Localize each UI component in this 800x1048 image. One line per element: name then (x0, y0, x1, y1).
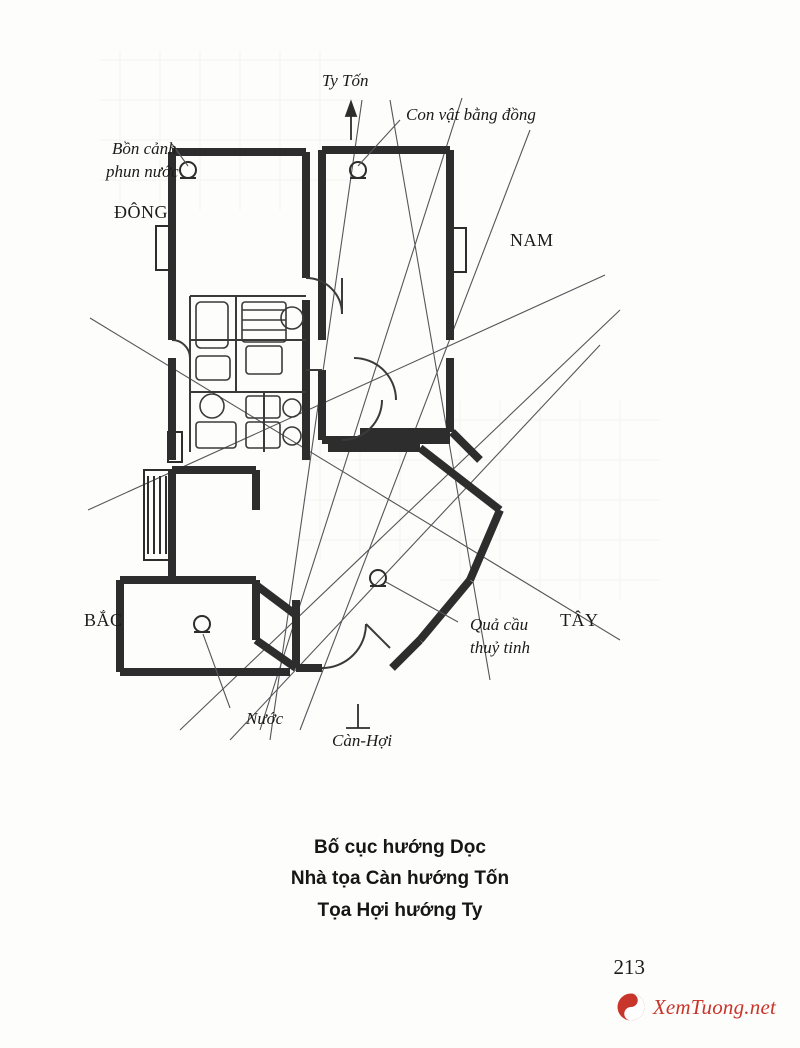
page-number: 213 (613, 955, 645, 979)
fixture-water-symbol (194, 616, 210, 632)
label-water-basin-line2: phun nước (106, 162, 179, 181)
walls (120, 150, 500, 672)
caption-line-3: Tọa Hợi hướng Ty (317, 899, 483, 921)
watermark (616, 992, 776, 1022)
north-arrow-icon (346, 102, 356, 140)
leader-lines (172, 120, 458, 708)
label-crystal-ball-line1: Quả cầu (470, 615, 529, 634)
figure-caption (0, 832, 800, 926)
caption-line-1: Bố cục hướng Dọc (314, 837, 486, 858)
floor-plan-diagram (60, 40, 700, 760)
grid-background (100, 50, 660, 600)
fixture-water-basin-symbol (180, 162, 196, 178)
fixture-symbols (180, 162, 386, 632)
yin-yang-icon (616, 992, 646, 1022)
furniture (196, 302, 303, 448)
fixture-crystal-ball-symbol (370, 570, 386, 586)
label-crystal-ball-line2: thuỷ tinh (470, 638, 530, 657)
compass-label-west: TÂY (560, 610, 599, 630)
label-ty-ton: Ty Tốn (322, 71, 369, 90)
compass-label-east: ĐÔNG (114, 202, 168, 222)
label-bronze-animal: Con vật bằng đồng (406, 105, 536, 124)
compass-label-north: BẮC (84, 610, 123, 630)
compass-label-south: NAM (510, 230, 554, 250)
label-can-hoi: Càn-Hợi (332, 731, 393, 750)
label-water-basin-line1: Bồn cảnh (112, 139, 177, 158)
caption-line-2: Nhà tọa Càn hướng Tốn (290, 868, 510, 890)
watermark-text: XemTuong.net (652, 994, 776, 1019)
perpendicular-icon (346, 704, 370, 728)
label-water: Nước (246, 709, 284, 728)
